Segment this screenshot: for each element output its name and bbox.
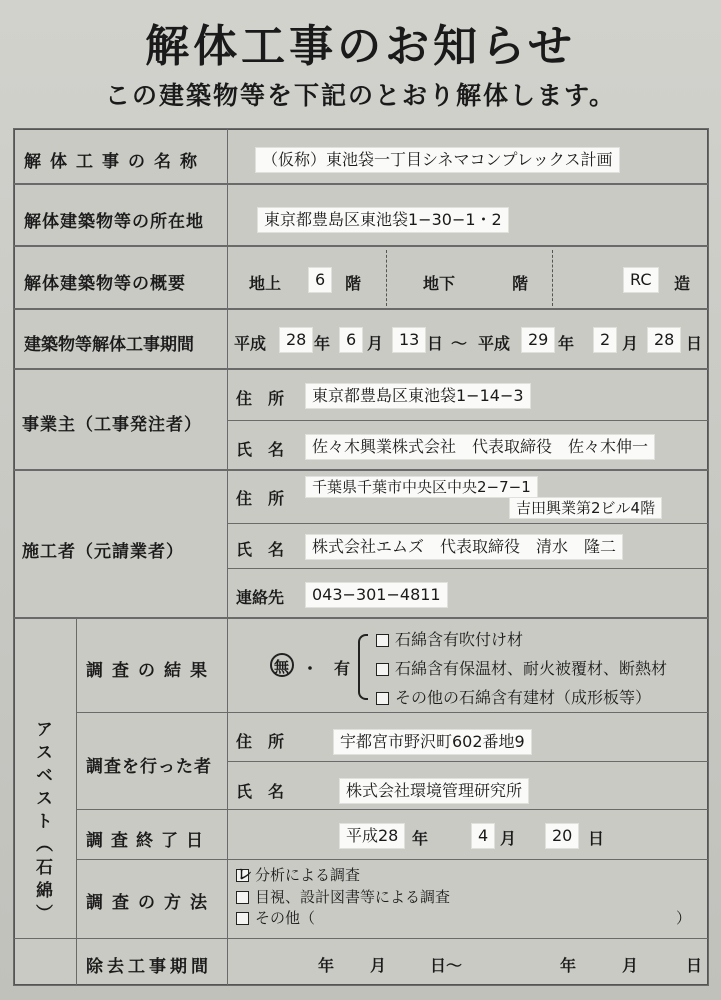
result-item-3 [376,685,651,708]
owner-address-value: 東京都豊島区東池袋1−14−3 [306,384,530,408]
period-era-start: 平成 [234,334,267,353]
removal-month-unit-2: 月 [622,956,639,975]
divider-1 [386,250,387,306]
result-item-2-text: 石綿含有保温材、耐火被覆材、断熱材 [395,659,668,678]
label-end-date: 調査終了日 [86,831,211,851]
surveyor-name-value: 株式会社環境管理研究所 [340,779,528,803]
contractor-address-line2: 吉田興業第2ビル4階 [510,498,661,518]
end-date-year-unit: 年 [412,829,429,848]
below-floor-unit: 階 [512,274,529,293]
label-location: 解体建築物等の所在地 [24,212,204,232]
result-item-1-text: 石綿含有吹付け材 [395,630,524,649]
period-era-end: 平成 [478,334,511,353]
structure-value: RC [624,268,658,292]
page-title: 解体工事のお知らせ [145,21,576,72]
period-tilde: 〜 [451,334,468,353]
end-date-month: 4 [472,824,494,848]
method-item-2-text: 目視、設計図書等による調査 [255,888,451,906]
end-date-month-unit: 月 [500,829,517,848]
above-ground-floors: 6 [309,268,331,292]
value-cell-end-date [227,809,709,860]
contractor-name-label: 氏 名 [236,540,285,559]
period-day-unit-1: 日 [427,334,444,353]
removal-year-unit-2: 年 [560,956,577,975]
removal-year-unit-1: 年 [318,956,335,975]
owner-name-label: 氏 名 [236,440,285,459]
method-close-paren: ） [676,909,692,927]
contractor-address-line1: 千葉県千葉市中央区中央2−7−1 [306,477,537,497]
method-item-3-text: その他（ [255,909,316,927]
divider-2 [552,250,553,306]
result-none: 無 [274,658,290,676]
contractor-contact-value: 043−301−4811 [306,583,447,607]
owner-address-label: 住 所 [236,389,285,408]
method-item-1 [236,864,360,885]
end-date-year: 平成28 [340,824,404,848]
check-mark: レ [237,865,253,883]
removal-day-unit-2: 日 [686,956,703,975]
project-name-value: （仮称）東池袋一丁目シネマコンプレックス計画 [256,148,619,172]
label-contractor: 施工者（元請業者） [22,542,184,562]
end-date-day-unit: 日 [588,829,605,848]
value-cell-contractor-contact [227,568,709,618]
page-subtitle: この建築物等を下記のとおり解体します。 [104,81,616,110]
contractor-address-label: 住 所 [236,489,285,508]
above-floor-unit: 階 [345,274,362,293]
below-ground-label: 地下 [423,274,456,293]
end-date-day: 20 [546,824,578,848]
period-year-end: 29 [522,328,554,352]
label-owner: 事業主（工事発注者） [22,415,202,435]
period-month-unit-2: 月 [622,334,639,353]
structure-unit: 造 [674,274,691,293]
label-method: 調査の方法 [86,893,216,913]
period-day-unit-2: 日 [686,334,703,353]
checkbox-icon [376,634,389,647]
period-month-unit-1: 月 [367,334,384,353]
label-result: 調査の結果 [86,661,216,681]
period-year-unit-2: 年 [558,334,575,353]
result-item-1 [376,627,523,650]
period-year-start: 28 [280,328,312,352]
removal-month-unit-1: 月 [370,956,387,975]
label-project-name: 解体工事の名称 [24,152,206,172]
above-ground-label: 地上 [249,274,282,293]
removal-day-unit-1: 日〜 [430,956,463,975]
label-removal: 除去工事期間 [86,957,212,977]
checkbox-icon [236,891,249,904]
contractor-name-value: 株式会社エムズ 代表取締役 清水 隆二 [306,535,622,559]
result-dot: ・ [302,659,319,678]
result-item-3-text: その他の石綿含有建材（成形板等） [395,688,652,707]
label-overview: 解体建築物等の概要 [24,274,186,294]
label-surveyor: 調査を行った者 [86,757,212,777]
checkbox-icon [376,663,389,676]
contractor-contact-label: 連絡先 [236,588,285,607]
period-day-end: 28 [648,328,680,352]
period-day-start: 13 [393,328,425,352]
owner-name-value: 佐々木興業株式会社 代表取締役 佐々木伸一 [306,435,654,459]
checkbox-icon [236,912,249,925]
method-item-1-text: 分析による調査 [255,866,361,884]
surveyor-name-label: 氏 名 [236,782,285,801]
surveyor-address-label: 住 所 [236,732,285,751]
result-bracket [358,634,368,700]
label-period: 建築物等解体工事期間 [24,335,194,355]
result-item-2 [376,656,667,679]
method-item-2 [236,886,450,907]
location-value: 東京都豊島区東池袋1−30−1・2 [258,208,508,232]
period-year-unit-1: 年 [314,334,331,353]
surveyor-address-value: 宇都宮市野沢町602番地9 [334,730,531,754]
result-has: 有 [334,659,351,678]
period-month-end: 2 [594,328,616,352]
checked-checkbox-icon [236,865,253,883]
method-item-3 [236,907,315,928]
asbestos-side-label: アスベスト（石綿） [32,720,52,927]
period-month-start: 6 [340,328,362,352]
checkbox-icon [376,692,389,705]
